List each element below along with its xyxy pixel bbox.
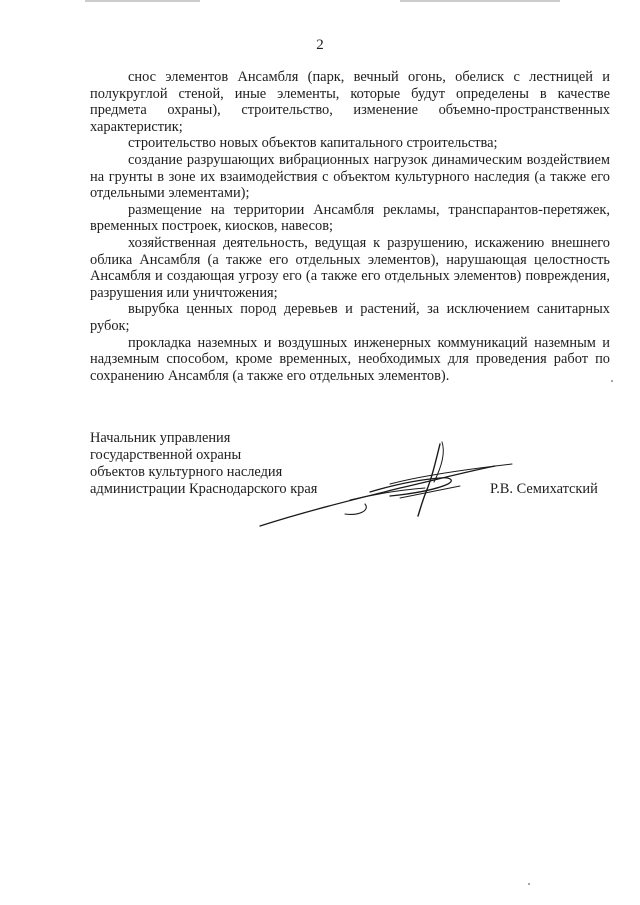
paragraph: хозяйственная деятельность, ведущая к разрушению, искажению внешнего облика Ансамбля (а также его отдельных элементов), нарушающая целостность Ансамбля и создающая угрозу его (а также его отдельных элементов) повреждения, разрушения или уничтожения; bbox=[90, 234, 610, 301]
paragraph: прокладка наземных и воздушных инженерных коммуникаций наземным и надземным способом, кроме временных, необходимых для проведения работ по сохранению Ансамбля (а также его отдельных элементов). bbox=[90, 334, 610, 384]
scan-edge-marks bbox=[0, 0, 640, 3]
signatory-title-line: государственной охраны bbox=[90, 447, 242, 463]
paragraph: размещение на территории Ансамбля рекламы, транспарантов-перетяжек, временных построек, киосков, навесов; bbox=[90, 201, 610, 235]
paragraph: строительство новых объектов капитального строительства; bbox=[128, 135, 498, 152]
signatory-title-line: объектов культурного наследия bbox=[90, 464, 283, 480]
scan-speck bbox=[528, 883, 530, 885]
paragraph: вырубка ценных пород деревьев и растений, за исключением санитарных рубок; bbox=[90, 301, 610, 334]
scan-speck bbox=[611, 380, 613, 382]
handwritten-signature bbox=[250, 440, 530, 530]
document-body bbox=[90, 69, 610, 384]
signatory-name: Р.В. Семихатский bbox=[490, 481, 598, 497]
paragraph: создание разрушающих вибрационных нагрузок динамическим воздействием на грунты в зоне их взаимодействия с объектом культурного наследия (а также его отдельными элементами); bbox=[90, 151, 610, 202]
signatory-title-line: администрации Краснодарского края bbox=[90, 481, 318, 497]
signatory-title-line: Начальник управления bbox=[90, 430, 231, 446]
page-number: 2 bbox=[316, 37, 324, 53]
paragraph: снос элементов Ансамбля (парк, вечный огонь, обелиск с лестницей и полукруглой стеной, иные элементы, которые будут определены в качестве предмета охраны), строительство, изменение объемно-пространственных характеристик; bbox=[90, 69, 610, 135]
